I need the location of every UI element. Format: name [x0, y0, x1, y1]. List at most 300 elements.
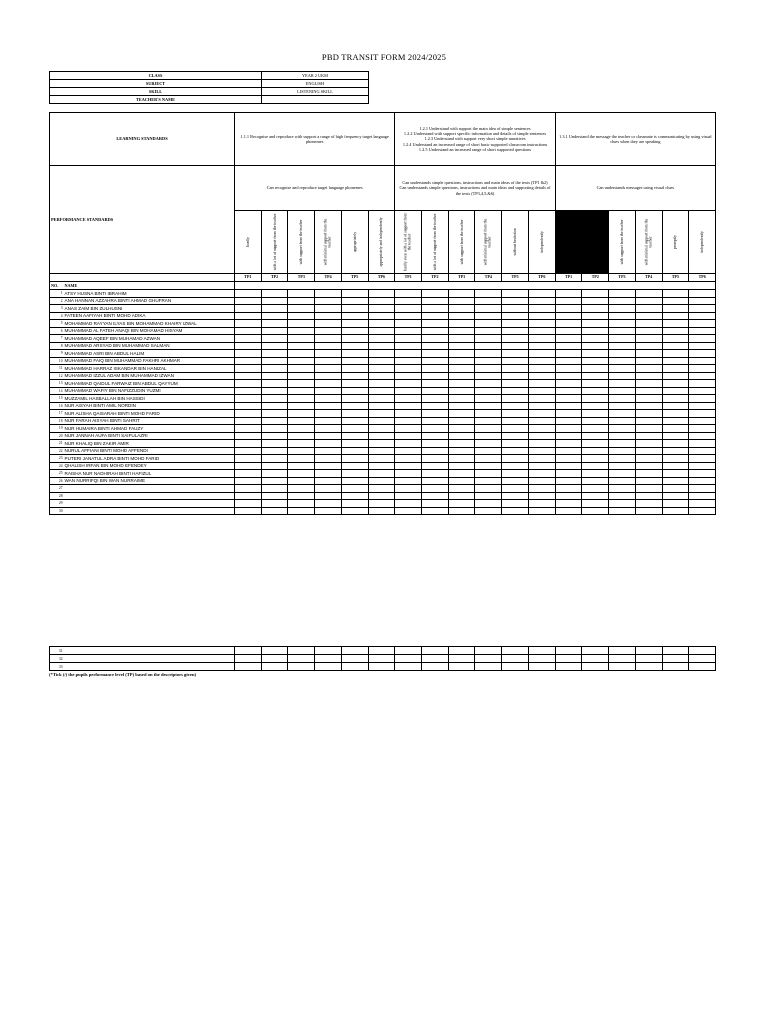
tp-checkbox-cell[interactable]	[368, 432, 395, 440]
tp-checkbox-cell[interactable]	[235, 357, 262, 365]
tp-checkbox-cell[interactable]	[635, 395, 662, 403]
tp-checkbox-cell[interactable]	[635, 312, 662, 320]
tp-checkbox-cell[interactable]	[341, 477, 368, 485]
tp-checkbox-cell[interactable]	[261, 417, 288, 425]
tp-checkbox-cell[interactable]	[475, 342, 502, 350]
tp-checkbox-cell[interactable]	[689, 342, 716, 350]
tp-checkbox-cell[interactable]	[662, 342, 689, 350]
tp-checkbox-cell[interactable]	[555, 387, 582, 395]
tp-checkbox-cell[interactable]	[528, 395, 555, 403]
tp-checkbox-cell[interactable]	[635, 380, 662, 388]
tp-checkbox-cell[interactable]	[422, 462, 449, 470]
tp-checkbox-cell[interactable]	[288, 312, 315, 320]
tp-checkbox-cell[interactable]	[422, 455, 449, 463]
tp-checkbox-cell[interactable]	[662, 327, 689, 335]
tp-checkbox-cell[interactable]	[635, 402, 662, 410]
tp-checkbox-cell[interactable]	[555, 447, 582, 455]
tp-checkbox-cell[interactable]	[555, 440, 582, 448]
tp-checkbox-cell[interactable]	[422, 647, 449, 655]
tp-checkbox-cell[interactable]	[689, 485, 716, 493]
tp-checkbox-cell[interactable]	[448, 477, 475, 485]
tp-checkbox-cell[interactable]	[528, 462, 555, 470]
tp-checkbox-cell[interactable]	[341, 492, 368, 500]
tp-checkbox-cell[interactable]	[448, 365, 475, 373]
tp-checkbox-cell[interactable]	[555, 485, 582, 493]
tp-checkbox-cell[interactable]	[609, 647, 636, 655]
tp-checkbox-cell[interactable]	[502, 655, 529, 663]
tp-checkbox-cell[interactable]	[609, 470, 636, 478]
tp-checkbox-cell[interactable]	[368, 477, 395, 485]
tp-checkbox-cell[interactable]	[261, 402, 288, 410]
tp-checkbox-cell[interactable]	[368, 380, 395, 388]
tp-checkbox-cell[interactable]	[475, 327, 502, 335]
tp-checkbox-cell[interactable]	[315, 365, 342, 373]
tp-checkbox-cell[interactable]	[475, 365, 502, 373]
tp-checkbox-cell[interactable]	[422, 447, 449, 455]
tp-checkbox-cell[interactable]	[528, 440, 555, 448]
tp-checkbox-cell[interactable]	[315, 372, 342, 380]
tp-checkbox-cell[interactable]	[555, 297, 582, 305]
tp-checkbox-cell[interactable]	[662, 647, 689, 655]
tp-checkbox-cell[interactable]	[528, 387, 555, 395]
tp-checkbox-cell[interactable]	[315, 342, 342, 350]
tp-checkbox-cell[interactable]	[582, 312, 609, 320]
tp-checkbox-cell[interactable]	[422, 432, 449, 440]
tp-checkbox-cell[interactable]	[448, 297, 475, 305]
tp-checkbox-cell[interactable]	[261, 462, 288, 470]
tp-checkbox-cell[interactable]	[609, 417, 636, 425]
tp-checkbox-cell[interactable]	[635, 440, 662, 448]
tp-checkbox-cell[interactable]	[582, 410, 609, 418]
tp-checkbox-cell[interactable]	[609, 350, 636, 358]
tp-checkbox-cell[interactable]	[528, 655, 555, 663]
tp-checkbox-cell[interactable]	[341, 372, 368, 380]
tp-checkbox-cell[interactable]	[609, 402, 636, 410]
tp-checkbox-cell[interactable]	[662, 312, 689, 320]
tp-checkbox-cell[interactable]	[635, 372, 662, 380]
tp-checkbox-cell[interactable]	[448, 335, 475, 343]
tp-checkbox-cell[interactable]	[368, 372, 395, 380]
tp-checkbox-cell[interactable]	[609, 485, 636, 493]
tp-checkbox-cell[interactable]	[502, 320, 529, 328]
tp-checkbox-cell[interactable]	[609, 477, 636, 485]
tp-checkbox-cell[interactable]	[315, 312, 342, 320]
tp-checkbox-cell[interactable]	[368, 387, 395, 395]
tp-checkbox-cell[interactable]	[528, 432, 555, 440]
tp-checkbox-cell[interactable]	[315, 663, 342, 671]
tp-checkbox-cell[interactable]	[662, 432, 689, 440]
tp-checkbox-cell[interactable]	[582, 507, 609, 515]
tp-checkbox-cell[interactable]	[582, 447, 609, 455]
tp-checkbox-cell[interactable]	[395, 432, 422, 440]
tp-checkbox-cell[interactable]	[475, 402, 502, 410]
tp-checkbox-cell[interactable]	[689, 320, 716, 328]
tp-checkbox-cell[interactable]	[528, 312, 555, 320]
tp-checkbox-cell[interactable]	[341, 297, 368, 305]
tp-checkbox-cell[interactable]	[609, 387, 636, 395]
tp-checkbox-cell[interactable]	[368, 327, 395, 335]
tp-checkbox-cell[interactable]	[502, 500, 529, 508]
tp-checkbox-cell[interactable]	[368, 663, 395, 671]
tp-checkbox-cell[interactable]	[689, 432, 716, 440]
tp-checkbox-cell[interactable]	[689, 290, 716, 298]
tp-checkbox-cell[interactable]	[261, 492, 288, 500]
tp-checkbox-cell[interactable]	[502, 492, 529, 500]
tp-checkbox-cell[interactable]	[261, 297, 288, 305]
tp-checkbox-cell[interactable]	[689, 365, 716, 373]
tp-checkbox-cell[interactable]	[261, 290, 288, 298]
tp-checkbox-cell[interactable]	[261, 305, 288, 313]
tp-checkbox-cell[interactable]	[395, 470, 422, 478]
tp-checkbox-cell[interactable]	[315, 402, 342, 410]
tp-checkbox-cell[interactable]	[555, 350, 582, 358]
tp-checkbox-cell[interactable]	[582, 425, 609, 433]
tp-checkbox-cell[interactable]	[315, 327, 342, 335]
tp-checkbox-cell[interactable]	[261, 335, 288, 343]
tp-checkbox-cell[interactable]	[261, 470, 288, 478]
tp-checkbox-cell[interactable]	[555, 462, 582, 470]
tp-checkbox-cell[interactable]	[341, 380, 368, 388]
tp-checkbox-cell[interactable]	[475, 417, 502, 425]
tp-checkbox-cell[interactable]	[261, 485, 288, 493]
tp-checkbox-cell[interactable]	[662, 402, 689, 410]
tp-checkbox-cell[interactable]	[341, 647, 368, 655]
tp-checkbox-cell[interactable]	[662, 372, 689, 380]
tp-checkbox-cell[interactable]	[422, 327, 449, 335]
tp-checkbox-cell[interactable]	[448, 402, 475, 410]
tp-checkbox-cell[interactable]	[368, 402, 395, 410]
tp-checkbox-cell[interactable]	[502, 312, 529, 320]
tp-checkbox-cell[interactable]	[582, 500, 609, 508]
tp-checkbox-cell[interactable]	[235, 470, 262, 478]
tp-checkbox-cell[interactable]	[448, 647, 475, 655]
tp-checkbox-cell[interactable]	[475, 663, 502, 671]
tp-checkbox-cell[interactable]	[502, 507, 529, 515]
tp-checkbox-cell[interactable]	[555, 335, 582, 343]
tp-checkbox-cell[interactable]	[528, 372, 555, 380]
tp-checkbox-cell[interactable]	[341, 350, 368, 358]
tp-checkbox-cell[interactable]	[235, 402, 262, 410]
tp-checkbox-cell[interactable]	[395, 425, 422, 433]
tp-checkbox-cell[interactable]	[502, 402, 529, 410]
tp-checkbox-cell[interactable]	[341, 432, 368, 440]
tp-checkbox-cell[interactable]	[475, 297, 502, 305]
tp-checkbox-cell[interactable]	[689, 305, 716, 313]
tp-checkbox-cell[interactable]	[528, 425, 555, 433]
tp-checkbox-cell[interactable]	[395, 410, 422, 418]
tp-checkbox-cell[interactable]	[288, 350, 315, 358]
tp-checkbox-cell[interactable]	[235, 485, 262, 493]
tp-checkbox-cell[interactable]	[235, 335, 262, 343]
tp-checkbox-cell[interactable]	[689, 647, 716, 655]
tp-checkbox-cell[interactable]	[635, 357, 662, 365]
tp-checkbox-cell[interactable]	[235, 312, 262, 320]
tp-checkbox-cell[interactable]	[528, 357, 555, 365]
tp-checkbox-cell[interactable]	[555, 402, 582, 410]
tp-checkbox-cell[interactable]	[689, 477, 716, 485]
tp-checkbox-cell[interactable]	[315, 485, 342, 493]
tp-checkbox-cell[interactable]	[528, 410, 555, 418]
tp-checkbox-cell[interactable]	[502, 663, 529, 671]
tp-checkbox-cell[interactable]	[502, 410, 529, 418]
tp-checkbox-cell[interactable]	[395, 477, 422, 485]
tp-checkbox-cell[interactable]	[315, 320, 342, 328]
tp-checkbox-cell[interactable]	[635, 485, 662, 493]
tp-checkbox-cell[interactable]	[315, 507, 342, 515]
tp-checkbox-cell[interactable]	[502, 357, 529, 365]
tp-checkbox-cell[interactable]	[635, 477, 662, 485]
tp-checkbox-cell[interactable]	[395, 365, 422, 373]
tp-checkbox-cell[interactable]	[689, 402, 716, 410]
tp-checkbox-cell[interactable]	[235, 305, 262, 313]
tp-checkbox-cell[interactable]	[341, 395, 368, 403]
tp-checkbox-cell[interactable]	[422, 402, 449, 410]
tp-checkbox-cell[interactable]	[341, 402, 368, 410]
tp-checkbox-cell[interactable]	[689, 462, 716, 470]
tp-checkbox-cell[interactable]	[395, 647, 422, 655]
tp-checkbox-cell[interactable]	[341, 342, 368, 350]
tp-checkbox-cell[interactable]	[448, 290, 475, 298]
tp-checkbox-cell[interactable]	[422, 365, 449, 373]
tp-checkbox-cell[interactable]	[502, 342, 529, 350]
tp-checkbox-cell[interactable]	[635, 470, 662, 478]
tp-checkbox-cell[interactable]	[528, 485, 555, 493]
tp-checkbox-cell[interactable]	[235, 327, 262, 335]
tp-checkbox-cell[interactable]	[689, 447, 716, 455]
tp-checkbox-cell[interactable]	[341, 447, 368, 455]
tp-checkbox-cell[interactable]	[528, 290, 555, 298]
tp-checkbox-cell[interactable]	[422, 357, 449, 365]
tp-checkbox-cell[interactable]	[315, 395, 342, 403]
tp-checkbox-cell[interactable]	[609, 425, 636, 433]
tp-checkbox-cell[interactable]	[555, 455, 582, 463]
tp-checkbox-cell[interactable]	[635, 410, 662, 418]
tp-checkbox-cell[interactable]	[261, 655, 288, 663]
tp-checkbox-cell[interactable]	[528, 417, 555, 425]
tp-checkbox-cell[interactable]	[235, 365, 262, 373]
tp-checkbox-cell[interactable]	[341, 655, 368, 663]
tp-checkbox-cell[interactable]	[422, 290, 449, 298]
tp-checkbox-cell[interactable]	[341, 425, 368, 433]
tp-checkbox-cell[interactable]	[502, 432, 529, 440]
tp-checkbox-cell[interactable]	[635, 425, 662, 433]
tp-checkbox-cell[interactable]	[235, 492, 262, 500]
tp-checkbox-cell[interactable]	[662, 380, 689, 388]
tp-checkbox-cell[interactable]	[395, 447, 422, 455]
tp-checkbox-cell[interactable]	[635, 663, 662, 671]
tp-checkbox-cell[interactable]	[609, 440, 636, 448]
tp-checkbox-cell[interactable]	[315, 500, 342, 508]
tp-checkbox-cell[interactable]	[502, 647, 529, 655]
tp-checkbox-cell[interactable]	[502, 350, 529, 358]
tp-checkbox-cell[interactable]	[689, 372, 716, 380]
tp-checkbox-cell[interactable]	[422, 485, 449, 493]
tp-checkbox-cell[interactable]	[662, 297, 689, 305]
tp-checkbox-cell[interactable]	[395, 485, 422, 493]
tp-checkbox-cell[interactable]	[422, 305, 449, 313]
tp-checkbox-cell[interactable]	[475, 290, 502, 298]
tp-checkbox-cell[interactable]	[502, 447, 529, 455]
tp-checkbox-cell[interactable]	[528, 327, 555, 335]
tp-checkbox-cell[interactable]	[261, 342, 288, 350]
tp-checkbox-cell[interactable]	[395, 335, 422, 343]
tp-checkbox-cell[interactable]	[555, 290, 582, 298]
tp-checkbox-cell[interactable]	[689, 417, 716, 425]
tp-checkbox-cell[interactable]	[368, 500, 395, 508]
tp-checkbox-cell[interactable]	[235, 387, 262, 395]
tp-checkbox-cell[interactable]	[582, 663, 609, 671]
tp-checkbox-cell[interactable]	[528, 663, 555, 671]
tp-checkbox-cell[interactable]	[528, 305, 555, 313]
tp-checkbox-cell[interactable]	[502, 395, 529, 403]
tp-checkbox-cell[interactable]	[395, 290, 422, 298]
tp-checkbox-cell[interactable]	[582, 357, 609, 365]
tp-checkbox-cell[interactable]	[635, 387, 662, 395]
tp-checkbox-cell[interactable]	[395, 320, 422, 328]
tp-checkbox-cell[interactable]	[609, 663, 636, 671]
tp-checkbox-cell[interactable]	[635, 500, 662, 508]
tp-checkbox-cell[interactable]	[341, 320, 368, 328]
tp-checkbox-cell[interactable]	[635, 327, 662, 335]
tp-checkbox-cell[interactable]	[528, 447, 555, 455]
tp-checkbox-cell[interactable]	[662, 335, 689, 343]
tp-checkbox-cell[interactable]	[689, 492, 716, 500]
tp-checkbox-cell[interactable]	[341, 387, 368, 395]
tp-checkbox-cell[interactable]	[368, 297, 395, 305]
tp-checkbox-cell[interactable]	[662, 417, 689, 425]
tp-checkbox-cell[interactable]	[288, 410, 315, 418]
tp-checkbox-cell[interactable]	[662, 477, 689, 485]
tp-checkbox-cell[interactable]	[315, 492, 342, 500]
tp-checkbox-cell[interactable]	[635, 507, 662, 515]
tp-checkbox-cell[interactable]	[662, 447, 689, 455]
tp-checkbox-cell[interactable]	[609, 410, 636, 418]
tp-checkbox-cell[interactable]	[235, 320, 262, 328]
tp-checkbox-cell[interactable]	[235, 477, 262, 485]
tp-checkbox-cell[interactable]	[609, 455, 636, 463]
tp-checkbox-cell[interactable]	[475, 485, 502, 493]
tp-checkbox-cell[interactable]	[582, 492, 609, 500]
tp-checkbox-cell[interactable]	[368, 507, 395, 515]
tp-checkbox-cell[interactable]	[662, 500, 689, 508]
tp-checkbox-cell[interactable]	[395, 312, 422, 320]
tp-checkbox-cell[interactable]	[235, 395, 262, 403]
tp-checkbox-cell[interactable]	[261, 387, 288, 395]
tp-checkbox-cell[interactable]	[315, 305, 342, 313]
tp-checkbox-cell[interactable]	[288, 663, 315, 671]
tp-checkbox-cell[interactable]	[582, 335, 609, 343]
tp-checkbox-cell[interactable]	[689, 425, 716, 433]
tp-checkbox-cell[interactable]	[662, 492, 689, 500]
tp-checkbox-cell[interactable]	[528, 402, 555, 410]
tp-checkbox-cell[interactable]	[315, 357, 342, 365]
tp-checkbox-cell[interactable]	[635, 432, 662, 440]
tp-checkbox-cell[interactable]	[368, 335, 395, 343]
tp-checkbox-cell[interactable]	[261, 357, 288, 365]
tp-checkbox-cell[interactable]	[475, 432, 502, 440]
tp-checkbox-cell[interactable]	[475, 387, 502, 395]
tp-checkbox-cell[interactable]	[582, 395, 609, 403]
tp-checkbox-cell[interactable]	[395, 417, 422, 425]
tp-checkbox-cell[interactable]	[689, 335, 716, 343]
tp-checkbox-cell[interactable]	[368, 365, 395, 373]
tp-checkbox-cell[interactable]	[582, 365, 609, 373]
tp-checkbox-cell[interactable]	[475, 655, 502, 663]
tp-checkbox-cell[interactable]	[422, 380, 449, 388]
tp-checkbox-cell[interactable]	[422, 320, 449, 328]
tp-checkbox-cell[interactable]	[448, 410, 475, 418]
tp-checkbox-cell[interactable]	[475, 425, 502, 433]
tp-checkbox-cell[interactable]	[555, 432, 582, 440]
tp-checkbox-cell[interactable]	[235, 380, 262, 388]
tp-checkbox-cell[interactable]	[582, 655, 609, 663]
tp-checkbox-cell[interactable]	[395, 395, 422, 403]
tp-checkbox-cell[interactable]	[288, 440, 315, 448]
tp-checkbox-cell[interactable]	[609, 357, 636, 365]
tp-checkbox-cell[interactable]	[422, 312, 449, 320]
tp-checkbox-cell[interactable]	[235, 410, 262, 418]
tp-checkbox-cell[interactable]	[288, 290, 315, 298]
tp-checkbox-cell[interactable]	[582, 455, 609, 463]
tp-checkbox-cell[interactable]	[368, 410, 395, 418]
tp-checkbox-cell[interactable]	[555, 327, 582, 335]
tp-checkbox-cell[interactable]	[395, 492, 422, 500]
tp-checkbox-cell[interactable]	[422, 297, 449, 305]
tp-checkbox-cell[interactable]	[288, 417, 315, 425]
tp-checkbox-cell[interactable]	[288, 402, 315, 410]
tp-checkbox-cell[interactable]	[502, 462, 529, 470]
tp-checkbox-cell[interactable]	[528, 507, 555, 515]
tp-checkbox-cell[interactable]	[422, 492, 449, 500]
tp-checkbox-cell[interactable]	[315, 470, 342, 478]
tp-checkbox-cell[interactable]	[528, 342, 555, 350]
tp-checkbox-cell[interactable]	[261, 312, 288, 320]
tp-checkbox-cell[interactable]	[475, 492, 502, 500]
tp-checkbox-cell[interactable]	[448, 395, 475, 403]
tp-checkbox-cell[interactable]	[315, 647, 342, 655]
tp-checkbox-cell[interactable]	[395, 305, 422, 313]
tp-checkbox-cell[interactable]	[502, 380, 529, 388]
tp-checkbox-cell[interactable]	[395, 342, 422, 350]
tp-checkbox-cell[interactable]	[555, 357, 582, 365]
tp-checkbox-cell[interactable]	[609, 655, 636, 663]
tp-checkbox-cell[interactable]	[555, 372, 582, 380]
tp-checkbox-cell[interactable]	[609, 290, 636, 298]
tp-checkbox-cell[interactable]	[261, 372, 288, 380]
tp-checkbox-cell[interactable]	[475, 507, 502, 515]
tp-checkbox-cell[interactable]	[341, 507, 368, 515]
tp-checkbox-cell[interactable]	[555, 320, 582, 328]
tp-checkbox-cell[interactable]	[448, 432, 475, 440]
tp-checkbox-cell[interactable]	[288, 357, 315, 365]
tp-checkbox-cell[interactable]	[235, 417, 262, 425]
tp-checkbox-cell[interactable]	[502, 297, 529, 305]
tp-checkbox-cell[interactable]	[582, 432, 609, 440]
tp-checkbox-cell[interactable]	[689, 312, 716, 320]
tp-checkbox-cell[interactable]	[635, 350, 662, 358]
tp-checkbox-cell[interactable]	[448, 327, 475, 335]
tp-checkbox-cell[interactable]	[288, 492, 315, 500]
tp-checkbox-cell[interactable]	[555, 342, 582, 350]
tp-checkbox-cell[interactable]	[315, 655, 342, 663]
tp-checkbox-cell[interactable]	[288, 425, 315, 433]
tp-checkbox-cell[interactable]	[422, 425, 449, 433]
tp-checkbox-cell[interactable]	[235, 350, 262, 358]
tp-checkbox-cell[interactable]	[555, 305, 582, 313]
tp-checkbox-cell[interactable]	[662, 425, 689, 433]
tp-checkbox-cell[interactable]	[368, 342, 395, 350]
tp-checkbox-cell[interactable]	[368, 417, 395, 425]
